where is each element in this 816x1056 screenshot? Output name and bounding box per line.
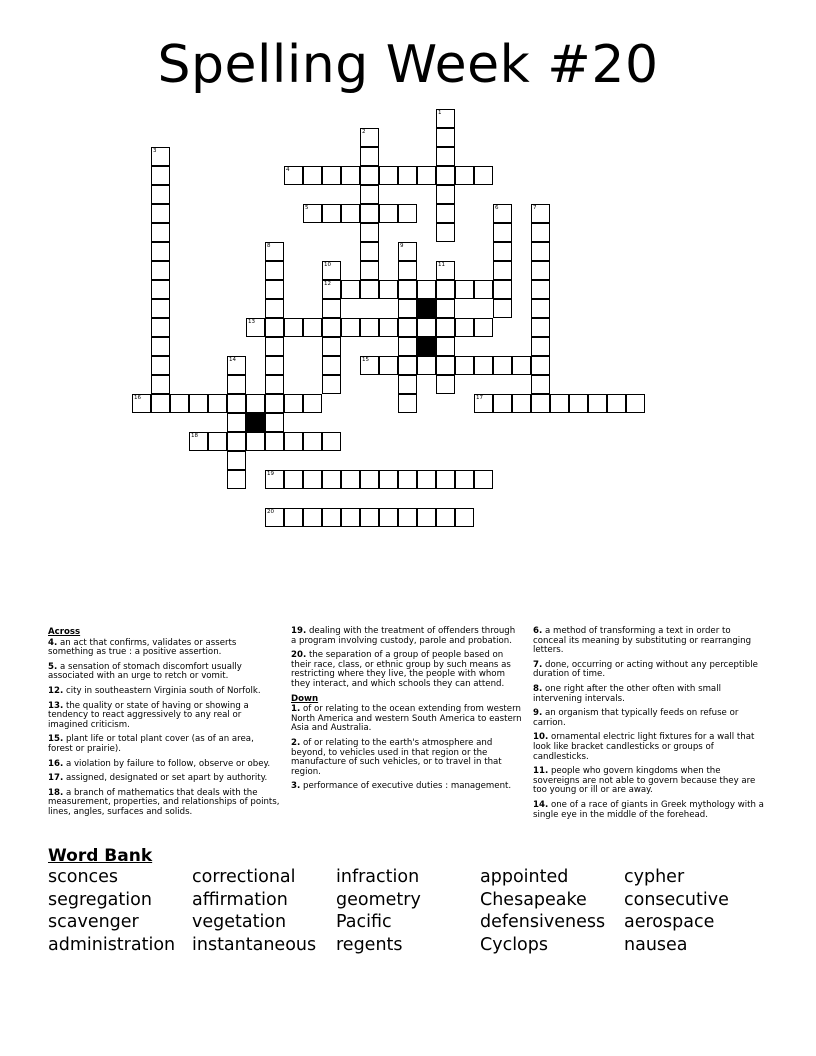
clue-number: 17 [476,395,483,401]
grid-cell[interactable] [379,356,398,375]
grid-cell[interactable] [151,147,170,166]
grid-cell[interactable] [360,166,379,185]
clue-across-4: 4. an act that confirms, validates or asserts something as true : a positive assertion. [48,637,237,658]
word-bank-item: infraction [336,867,420,887]
grid-cell[interactable] [398,299,417,318]
grid-cell[interactable] [227,470,246,489]
clue-number: 9 [400,243,404,249]
clue-across-19: 19. dealing with the treatment of offenders through a program involving custody, parole and probation. [291,626,516,646]
grid-cell[interactable] [436,166,455,185]
grid-cell[interactable] [246,432,265,451]
clue-across-5: 5. a sensation of stomach discomfort usually associated with an urge to retch or vomit. [48,661,242,682]
across-heading: Across [48,627,81,637]
grid-cell[interactable] [303,204,322,223]
grid-cell[interactable] [493,242,512,261]
grid-cell[interactable] [436,337,455,356]
clue-number: 19 [267,471,274,477]
grid-cell[interactable] [398,356,417,375]
grid-cell[interactable] [303,432,322,451]
grid-block-cell [417,299,436,318]
clue-number: 7 [533,205,537,211]
clues-column-1 [48,627,280,823]
word-bank-item: instantaneous [192,934,317,955]
word-bank-item: segregation [48,889,152,910]
grid-cell[interactable] [322,375,341,394]
grid-cell[interactable] [493,356,512,375]
clue-across-15: 15. plant life or total plant cover (as of an area, forest or prairie). [48,734,254,754]
grid-cell[interactable] [626,394,645,413]
grid-cell[interactable] [360,356,379,375]
grid-cell[interactable] [151,394,170,413]
grid-cell[interactable] [417,508,436,527]
grid-cell[interactable] [265,261,284,280]
clue-across-12: 12. city in southeastern Virginia south of Norfolk. [48,685,261,696]
grid-cell[interactable] [360,128,379,147]
grid-block-cell [246,413,265,432]
grid-cell[interactable] [417,318,436,337]
grid-cell[interactable] [531,356,550,375]
grid-cell[interactable] [265,337,284,356]
grid-cell[interactable] [360,204,379,223]
clue-down-10: 10. ornamental electric light fixtures for a wall that look like bracket candlesticks or groups of candlesticks. [533,732,755,762]
clue-number: 1 [438,110,442,116]
grid-cell[interactable] [303,166,322,185]
grid-cell[interactable] [189,394,208,413]
grid-cell[interactable] [151,223,170,242]
grid-cell[interactable] [531,204,550,223]
grid-cell[interactable] [208,394,227,413]
grid-cell[interactable] [493,204,512,223]
grid-cell[interactable] [284,432,303,451]
grid-cell[interactable] [322,204,341,223]
word-bank-item: Pacific [336,912,392,933]
clue-down-11: 11. people who govern kingdoms when the sovereigns are not able to govern because they are too young or ill or are away. [533,766,756,796]
grid-cell[interactable] [436,375,455,394]
clue-down-8: 8. one right after the other often with small intervening intervals. [533,683,721,704]
grid-cell[interactable] [493,394,512,413]
grid-cell[interactable] [474,280,493,299]
grid-cell[interactable] [303,318,322,337]
grid-cell[interactable] [436,261,455,280]
grid-cell[interactable] [151,185,170,204]
grid-cell[interactable] [246,318,265,337]
grid-cell[interactable] [322,432,341,451]
grid-cell[interactable] [417,356,436,375]
grid-cell[interactable] [436,299,455,318]
grid-cell[interactable] [436,204,455,223]
grid-cell[interactable] [227,394,246,413]
grid-cell[interactable] [531,337,550,356]
grid-cell[interactable] [607,394,626,413]
grid-cell[interactable] [436,109,455,128]
word-bank-item: regents [336,934,403,955]
grid-cell[interactable] [398,508,417,527]
clue-across-20: 20. the separation of a group of people based on their race, class, or ethnic group by such means as restricting where they live, the people with whom they interact, and which schools they can attend. [291,650,511,689]
clue-number: 12 [324,281,331,287]
grid-cell[interactable] [227,451,246,470]
grid-cell[interactable] [398,394,417,413]
clue-number: 13 [248,319,255,325]
grid-cell[interactable] [436,508,455,527]
grid-cell[interactable] [265,356,284,375]
grid-cell[interactable] [284,394,303,413]
grid-cell[interactable] [512,356,531,375]
grid-cell[interactable] [265,470,284,489]
clue-number: 20 [267,509,274,515]
page-title: Spelling Week #20 [157,35,659,95]
word-bank-item: administration [48,934,176,955]
grid-cell[interactable] [531,242,550,261]
grid-cell[interactable] [246,394,265,413]
grid-cell[interactable] [531,299,550,318]
grid-cell[interactable] [322,261,341,280]
grid-cell[interactable] [341,204,360,223]
clue-down-2: 2. of or relating to the earth's atmosphere and beyond, to vehicles used in that region or the manufacture of such vehicles, or to travel in that region. [291,737,502,777]
grid-cell[interactable] [151,242,170,261]
grid-cell[interactable] [303,508,322,527]
grid-cell[interactable] [360,508,379,527]
grid-cell[interactable] [398,166,417,185]
grid-cell[interactable] [360,261,379,280]
word-bank-item: vegetation [192,912,287,933]
grid-cell[interactable] [151,375,170,394]
clue-number: 10 [324,262,331,268]
grid-cell[interactable] [379,508,398,527]
clue-down-1: 1. of or relating to the ocean extending from western North America and western South America to eastern Asia and Australia. [291,704,522,734]
grid-cell[interactable] [531,375,550,394]
clue-across-18: 18. a branch of mathematics that deals with the measurement, properties, and relationships of points, lines, angles, surfaces and solids. [48,787,280,817]
grid-cell[interactable] [436,128,455,147]
grid-cell[interactable] [360,223,379,242]
grid-cell[interactable] [436,470,455,489]
grid-cell[interactable] [493,299,512,318]
grid-cell[interactable] [360,318,379,337]
grid-cell[interactable] [265,508,284,527]
grid-cell[interactable] [455,280,474,299]
grid-cell[interactable] [322,280,341,299]
grid-cell[interactable] [151,280,170,299]
grid-cell[interactable] [322,166,341,185]
clue-down-6: 6. a method of transforming a text in order to conceal its meaning by substituting or rearranging letters. [533,626,752,656]
grid-cell[interactable] [265,318,284,337]
grid-cell[interactable] [151,299,170,318]
grid-cell[interactable] [531,394,550,413]
word-bank-item: aerospace [624,912,715,933]
grid-cell[interactable] [379,318,398,337]
word-bank-title: Word Bank [48,846,153,866]
clue-number: 18 [191,433,198,439]
word-bank-item: Chesapeake [480,889,587,910]
clue-across-13: 13. the quality or state of having or showing a tendency to react aggressively to any real or imagined criticism. [48,700,249,730]
clue-number: 6 [495,205,499,211]
grid-cell[interactable] [474,356,493,375]
grid-cell[interactable] [436,318,455,337]
clue-number: 4 [286,167,290,173]
grid-cell[interactable] [360,147,379,166]
grid-cell[interactable] [550,394,569,413]
grid-cell[interactable] [455,318,474,337]
grid-cell[interactable] [436,147,455,166]
grid-cell[interactable] [341,508,360,527]
down-heading: Down [291,693,319,704]
grid-cell[interactable] [360,242,379,261]
grid-cell[interactable] [151,318,170,337]
clue-down-7: 7. done, occurring or acting without any perceptible duration of time. [533,659,758,680]
grid-cell[interactable] [341,280,360,299]
grid-cell[interactable] [151,261,170,280]
grid-cell[interactable] [208,432,227,451]
grid-cell[interactable] [151,166,170,185]
grid-cell[interactable] [474,394,493,413]
grid-cell[interactable] [379,166,398,185]
grid-cell[interactable] [303,394,322,413]
grid-cell[interactable] [322,337,341,356]
grid-cell[interactable] [398,375,417,394]
grid-cell[interactable] [588,394,607,413]
clue-number: 3 [153,148,157,154]
grid-cell[interactable] [170,394,189,413]
word-bank-item: scavenger [48,912,139,933]
clue-down-9: 9. an organism that typically feeds on refuse or carrion. [533,708,739,728]
grid-cell[interactable] [417,166,436,185]
word-bank-item: Cyclops [480,934,548,955]
clues-column-2 [291,627,523,797]
grid-cell[interactable] [455,470,474,489]
grid-cell[interactable] [531,318,550,337]
grid-cell[interactable] [227,356,246,375]
grid-cell[interactable] [398,318,417,337]
grid-cell[interactable] [322,470,341,489]
clue-number: 14 [229,357,236,363]
word-bank-item: cypher [624,867,685,887]
grid-cell[interactable] [398,470,417,489]
clues-column-3 [533,627,765,825]
clue-number: 15 [362,357,369,363]
word-bank [48,866,788,956]
clue-number: 5 [305,205,309,211]
grid-cell[interactable] [265,394,284,413]
grid-cell[interactable] [265,432,284,451]
grid-cell[interactable] [436,185,455,204]
grid-cell[interactable] [379,204,398,223]
grid-cell[interactable] [398,204,417,223]
grid-cell[interactable] [417,280,436,299]
grid-cell[interactable] [341,470,360,489]
grid-cell[interactable] [493,223,512,242]
grid-cell[interactable] [265,299,284,318]
grid-cell[interactable] [151,337,170,356]
grid-cell[interactable] [227,413,246,432]
grid-cell[interactable] [379,470,398,489]
grid-cell[interactable] [265,242,284,261]
grid-cell[interactable] [132,394,151,413]
clue-across-16: 16. a violation by failure to follow, observe or obey. [48,758,271,769]
clue-number: 11 [438,262,445,268]
grid-cell[interactable] [303,470,322,489]
clue-down-14: 14. one of a race of giants in Greek mythology with a single eye in the middle of the forehead. [533,799,764,820]
grid-cell[interactable] [398,242,417,261]
grid-cell[interactable] [265,375,284,394]
word-bank-item: sconces [48,867,119,887]
grid-cell[interactable] [322,299,341,318]
grid-cell[interactable] [474,166,493,185]
grid-block-cell [417,337,436,356]
grid-cell[interactable] [436,223,455,242]
grid-cell[interactable] [322,318,341,337]
grid-cell[interactable] [341,318,360,337]
grid-cell[interactable] [322,508,341,527]
grid-cell[interactable] [151,356,170,375]
grid-cell[interactable] [436,280,455,299]
word-bank-item: affirmation [192,889,288,910]
clue-number: 8 [267,243,271,249]
word-bank-item: defensiveness [480,912,606,933]
grid-cell[interactable] [474,470,493,489]
clue-across-17: 17. assigned, designated or set apart by authority. [48,773,268,784]
grid-cell[interactable] [493,280,512,299]
grid-cell[interactable] [360,280,379,299]
grid-cell[interactable] [455,508,474,527]
grid-cell[interactable] [322,356,341,375]
grid-cell[interactable] [398,261,417,280]
grid-cell[interactable] [265,413,284,432]
grid-cell[interactable] [284,470,303,489]
grid-cell[interactable] [151,204,170,223]
grid-cell[interactable] [417,470,436,489]
grid-cell[interactable] [341,166,360,185]
grid-cell[interactable] [455,166,474,185]
grid-cell[interactable] [398,337,417,356]
grid-cell[interactable] [284,166,303,185]
grid-cell[interactable] [284,318,303,337]
word-bank-item: nausea [624,934,688,955]
grid-cell[interactable] [265,280,284,299]
grid-cell[interactable] [531,223,550,242]
grid-cell[interactable] [455,356,474,375]
grid-cell[interactable] [379,280,398,299]
word-bank-item: geometry [336,889,421,910]
word-bank-item: appointed [480,867,569,887]
clue-number: 16 [134,395,141,401]
grid-cell[interactable] [531,261,550,280]
grid-cell[interactable] [360,185,379,204]
grid-cell[interactable] [189,432,208,451]
grid-cell[interactable] [569,394,588,413]
grid-cell[interactable] [493,261,512,280]
grid-cell[interactable] [398,280,417,299]
word-bank-item: consecutive [624,889,729,910]
grid-cell[interactable] [512,394,531,413]
grid-cell[interactable] [227,432,246,451]
grid-cell[interactable] [227,375,246,394]
clue-down-3: 3. performance of executive duties : management. [291,781,512,792]
grid-cell[interactable] [436,356,455,375]
grid-cell[interactable] [474,318,493,337]
word-bank-item: correctional [192,867,296,887]
grid-cell[interactable] [360,470,379,489]
grid-cell[interactable] [284,508,303,527]
grid-cell[interactable] [531,280,550,299]
clue-number: 2 [362,129,366,135]
